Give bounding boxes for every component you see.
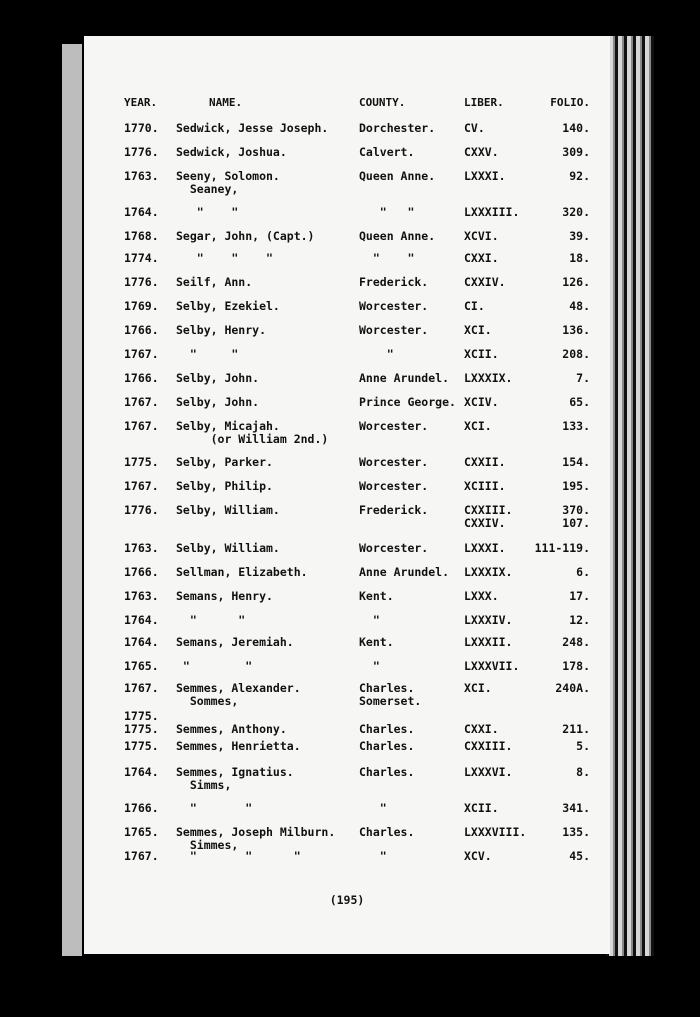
row-folio: 341. (562, 801, 590, 815)
row-year: 1764. (124, 635, 159, 649)
row-folio: 6. (576, 565, 590, 579)
row-liber: XCI. (464, 419, 492, 433)
row-liber: LXXXIX. (464, 371, 513, 385)
row-year: 1770. (124, 121, 159, 135)
row-folio: 135. (562, 825, 590, 839)
row-name: Semmes, Henrietta. (176, 739, 301, 753)
row-liber: XCIV. (464, 395, 499, 409)
header-folio: FOLIO. (550, 96, 590, 109)
row-liber: CXXV. (464, 145, 499, 159)
row-name: Sedwick, Jesse Joseph. (176, 121, 329, 135)
row-name: Seeny, Solomon. Seaney, (176, 169, 280, 196)
row-folio: 136. (562, 323, 590, 337)
row-folio: 320. (562, 205, 590, 219)
header-liber: LIBER. (464, 96, 504, 109)
row-year: 1763. (124, 541, 159, 555)
row-year: 1767. (124, 479, 159, 493)
row-liber: XCII. (464, 347, 499, 361)
row-county: " " (359, 205, 415, 219)
row-county: Frederick. (359, 503, 429, 517)
row-year: 1766. (124, 323, 159, 337)
row-year: 1767. (124, 849, 159, 863)
row-county: Worcester. (359, 541, 429, 555)
row-year: 1764. (124, 613, 159, 627)
row-name: Selby, William. (176, 503, 280, 517)
row-liber: LXXXI. (464, 541, 506, 555)
row-name: " " (176, 205, 239, 219)
row-folio: 8. (576, 765, 590, 779)
row-year: 1766. (124, 565, 159, 579)
row-folio: 126. (562, 275, 590, 289)
row-folio: 133. (562, 419, 590, 433)
row-county: Charles. (359, 765, 415, 779)
row-liber: XCI. (464, 681, 492, 695)
row-year: 1767. (124, 347, 159, 361)
row-county: " (359, 659, 380, 673)
row-county: " (359, 849, 387, 863)
ledger-page (84, 36, 610, 954)
row-county: Charles. Somerset. (359, 681, 422, 708)
row-name: Selby, William. (176, 541, 280, 555)
row-county: Charles. (359, 722, 415, 736)
row-county: Frederick. (359, 275, 429, 289)
row-county: Kent. (359, 635, 394, 649)
row-year: 1764. (124, 765, 159, 779)
row-liber: LXXXVIII. (464, 825, 527, 839)
row-county: Worcester. (359, 299, 429, 313)
row-county: Worcester. (359, 455, 429, 469)
row-liber: LXXXIII. (464, 205, 520, 219)
row-name: Selby, Philip. (176, 479, 273, 493)
header-year: YEAR. (124, 96, 158, 109)
row-name: " " (176, 613, 246, 627)
row-county: Worcester. (359, 479, 429, 493)
row-year: 1763. (124, 169, 159, 183)
row-county: Prince George. (359, 395, 456, 409)
row-folio: 240A. (555, 681, 590, 695)
row-folio: 5. (576, 739, 590, 753)
row-year: 1775. 1775. (124, 709, 159, 736)
row-name: " " (176, 801, 253, 815)
row-name: Selby, Parker. (176, 455, 273, 469)
row-county: " (359, 613, 380, 627)
row-folio: 154. (562, 455, 590, 469)
row-year: 1767. (124, 395, 159, 409)
row-year: 1764. (124, 205, 159, 219)
row-name: " " " (176, 251, 273, 265)
row-year: 1765. (124, 825, 159, 839)
row-year: 1776. (124, 503, 159, 517)
row-year: 1769. (124, 299, 159, 313)
row-folio: 65. (569, 395, 590, 409)
row-name: Sedwick, Joshua. (176, 145, 287, 159)
row-year: 1775. (124, 455, 159, 469)
row-folio: 195. (562, 479, 590, 493)
row-county: Queen Anne. (359, 169, 436, 183)
row-name: Semans, Henry. (176, 589, 273, 603)
row-year: 1776. (124, 145, 159, 159)
row-name: " " (176, 347, 239, 361)
row-folio: 208. (562, 347, 590, 361)
row-liber: LXXXI. (464, 169, 506, 183)
row-liber: CXXIII. (464, 739, 513, 753)
row-folio: 12. (569, 613, 590, 627)
row-name: Segar, John, (Capt.) (176, 229, 315, 243)
header-name: NAME. (209, 96, 243, 109)
row-year: 1766. (124, 371, 159, 385)
row-liber: XCII. (464, 801, 499, 815)
row-liber: LXXXVI. (464, 765, 513, 779)
row-liber: CXXII. (464, 455, 506, 469)
row-name: Selby, John. (176, 395, 260, 409)
row-county: " (359, 347, 394, 361)
row-name: Sellman, Elizabeth. (176, 565, 308, 579)
row-liber: XCVI. (464, 229, 499, 243)
row-liber: XCV. (464, 849, 492, 863)
row-folio: 92. (569, 169, 590, 183)
row-name: Semans, Jeremiah. (176, 635, 294, 649)
row-county: " " (359, 251, 415, 265)
row-liber: CV. (464, 121, 485, 135)
row-name: Selby, Ezekiel. (176, 299, 280, 313)
row-folio: 370. 107. (562, 503, 590, 530)
row-folio: 18. (569, 251, 590, 265)
row-folio: 7. (576, 371, 590, 385)
row-year: 1774. (124, 251, 159, 265)
row-folio: 45. (569, 849, 590, 863)
row-year: 1776. (124, 275, 159, 289)
row-name: Seilf, Ann. (176, 275, 253, 289)
row-liber: XCI. (464, 323, 492, 337)
row-liber: CXXIV. (464, 275, 506, 289)
row-liber: LXXXIX. (464, 565, 513, 579)
row-liber: LXXX. (464, 589, 499, 603)
row-name: Semmes, Alexander. Sommes, (176, 681, 301, 708)
row-year: 1763. (124, 589, 159, 603)
row-year: 1767. (124, 681, 159, 695)
row-year: 1768. (124, 229, 159, 243)
row-folio: 248. (562, 635, 590, 649)
row-county: Queen Anne. (359, 229, 436, 243)
left-page-edge (62, 44, 82, 956)
page-number: (195) (329, 893, 365, 907)
row-name: Selby, Micajah. (or William 2nd.) (176, 419, 329, 446)
row-year: 1775. (124, 739, 159, 753)
row-county: " (359, 801, 387, 815)
row-county: Dorchester. (359, 121, 436, 135)
row-liber: LXXXII. (464, 635, 513, 649)
row-name: Semmes, Ignatius. Simms, (176, 765, 294, 792)
row-county: Calvert. (359, 145, 415, 159)
row-county: Charles. (359, 825, 415, 839)
row-liber: CI. (464, 299, 485, 313)
row-folio: 140. (562, 121, 590, 135)
row-folio: 111-119. (534, 541, 590, 555)
row-folio: 48. (569, 299, 590, 313)
row-name: " " (176, 659, 253, 673)
row-liber: LXXXIV. (464, 613, 513, 627)
right-page-edges (606, 36, 654, 956)
row-county: Anne Arundel. (359, 371, 450, 385)
row-year: 1767. (124, 419, 159, 433)
row-liber: CXXIII. CXXIV. (464, 503, 513, 530)
row-county: Kent. (359, 589, 394, 603)
row-year: 1766. (124, 801, 159, 815)
row-liber: CXXI. (464, 251, 499, 265)
row-folio: 178. (562, 659, 590, 673)
row-liber: CXXI. (464, 722, 499, 736)
row-county: Worcester. (359, 323, 429, 337)
row-liber: XCIII. (464, 479, 506, 493)
row-year: 1765. (124, 659, 159, 673)
row-folio: 17. (569, 589, 590, 603)
row-county: Charles. (359, 739, 415, 753)
row-county: Worcester. (359, 419, 429, 433)
row-county: Anne Arundel. (359, 565, 450, 579)
row-name: Semmes, Joseph Milburn. Simmes, (176, 825, 336, 852)
row-folio: 309. (562, 145, 590, 159)
header-county: COUNTY. (359, 96, 406, 109)
row-name: " " " (176, 849, 301, 863)
row-name: Selby, John. (176, 371, 260, 385)
row-name: Selby, Henry. (176, 323, 267, 337)
row-folio: 39. (569, 229, 590, 243)
row-liber: LXXXVII. (464, 659, 520, 673)
row-folio: 211. (562, 722, 590, 736)
row-name: Semmes, Anthony. (176, 722, 287, 736)
